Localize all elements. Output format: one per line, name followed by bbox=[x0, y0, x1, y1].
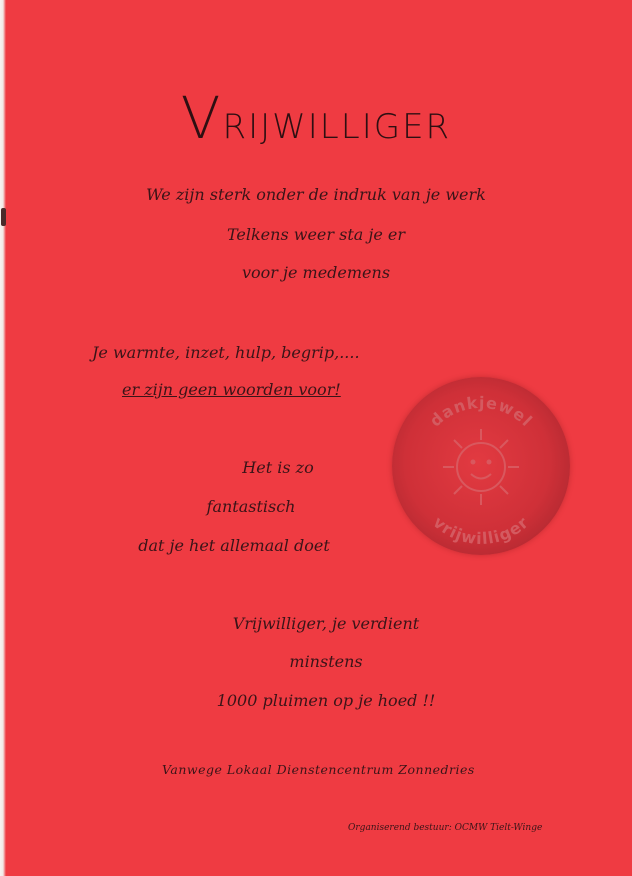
title-initial: V bbox=[180, 84, 223, 152]
text-line-10: minstens bbox=[289, 652, 363, 671]
sun-icon bbox=[443, 429, 519, 505]
text-line-5-underlined: er zijn geen woorden voor! bbox=[122, 380, 341, 399]
text-line-11: 1000 pluimen op je hoed !! bbox=[216, 691, 436, 710]
text-line-3: voor je medemens bbox=[241, 263, 391, 282]
footer-right: Organiserend bestuur: OCMW Tielt-Winge bbox=[348, 823, 543, 833]
title-rest: RIJWILLIGER bbox=[222, 107, 452, 147]
badge-top-text: dankjewel bbox=[425, 392, 537, 431]
footer-center: Vanwege Lokaal Dienstencentrum Zonnedries bbox=[162, 762, 475, 777]
text-line-6: Het is zo bbox=[242, 458, 314, 477]
scan-mark bbox=[1, 208, 6, 226]
page-title bbox=[0, 84, 632, 152]
text-line-2: Telkens weer sta je er bbox=[226, 225, 406, 244]
dankjewel-badge bbox=[392, 377, 570, 555]
text-line-7: fantastisch bbox=[206, 497, 296, 516]
badge-graphic bbox=[392, 377, 570, 555]
text-line-9: Vrijwilliger, je verdient bbox=[232, 614, 420, 633]
text-line-4: Je warmte, inzet, hulp, begrip,.... bbox=[92, 343, 360, 362]
text-line-8: dat je het allemaal doet bbox=[138, 536, 330, 555]
text-line-1: We zijn sterk onder de indruk van je werk bbox=[146, 185, 486, 204]
badge-bottom-text: vrijwilliger bbox=[429, 512, 533, 549]
